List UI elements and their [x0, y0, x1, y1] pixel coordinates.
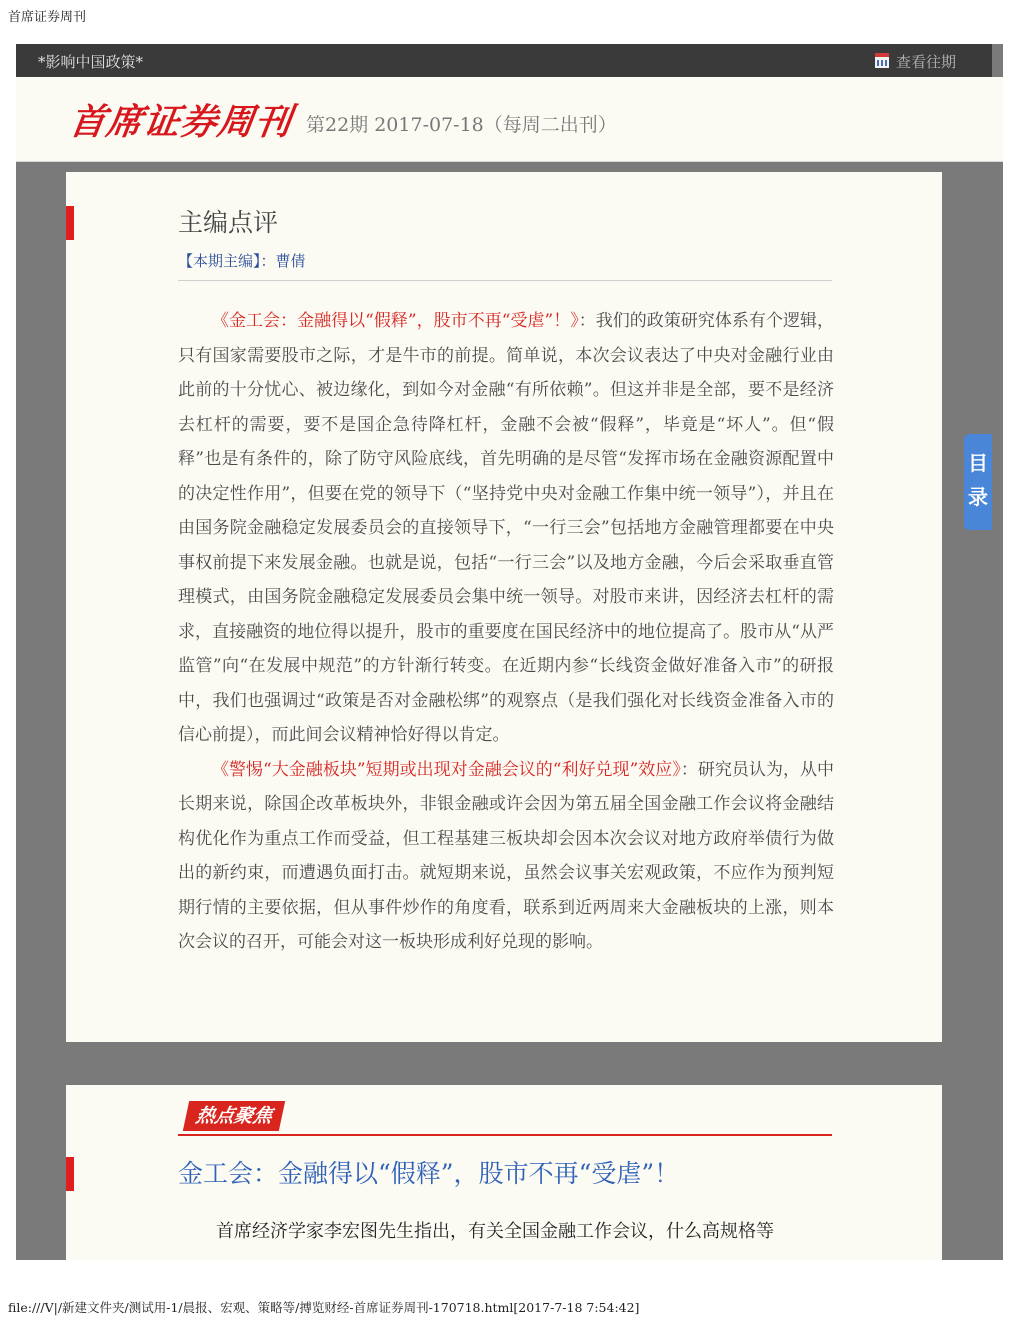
browser-page-title: 首席证券周刊 [8, 10, 87, 25]
paragraph-text: ：研究员认为，从中长期来说，除国企改革板块外，非银金融或许会因为第五届全国金融工作会议将金融结构优化作为重点工作而受益，但工程基建三板块却会因本次会议对地方政府举债行为做出的新约束，而遭遇负面打击。就短期来说，虽然会议事关宏观政策，不应作为预判短期行情的主要依据，但从事件炒作的角度看，联系到近两周来大金融板块的上涨，则本次会议的召开，可能会对这一板块形成利好兑现的影响。 [178, 759, 834, 952]
archive-link[interactable] [874, 51, 956, 72]
section-title: 主编点评 [178, 208, 279, 237]
hot-topics-badge: 热点聚焦 [183, 1101, 285, 1131]
paragraph-text: ：我们的政策研究体系有个逻辑，只有国家需要股市之际，才是牛市的前提。简单说，本次会议表达了中央对金融行业由此前的十分忧心、被边缘化，到如今对金融“有所依赖”。但这并非是全部，要不是经济去杠杆的需要，要不是国企急待降杠杆，金融不会被“假释”，毕竟是“坏人”。但“假释”也是有条件的，除了防守风险底线，首先明确的是尽管“发挥市场在金融资源配置中的决定性作用”，但要在党的领导下（“坚持党中央对金融工作集中统一领导”），并且在由国务院金融稳定发展委员会的直接领导下，“一行三会”包括地方金融管理都要在中央事权前提下来发展金融。也就是说，包括“一行三会”以及地方金融，今后会采取垂直管理模式，由国务院金融稳定发展委员会集中统一领导。对股市来讲，因经济去杠杆的需求，直接融资的地位得以提升，股市的重要度在国民经济中的地位提高了。股市从“从严监管”向“在发展中规范”的方针渐行转变。在近期内参“长线资金做好准备入市”的研报中，我们也强调过“政策是否对金融松绑”的观察点（是我们强化对长线资金准备入市的信心前提），而此间会议精神恰好得以肯定。 [178, 311, 835, 745]
top-bar [16, 44, 992, 77]
masthead [16, 77, 1003, 162]
divider [178, 280, 832, 281]
hot-topics-rule [178, 1134, 832, 1136]
article-link[interactable]: 《金工会：金融得以“假释”，股市不再“受虐”！》 [212, 311, 579, 331]
editor-name: 曹倩 [275, 252, 306, 270]
article-link[interactable]: 《警惕“大金融板块”短期或出现对金融会议的“利好兑现”效应》 [212, 759, 681, 780]
editor-line [178, 250, 306, 271]
slogan: *影响中国政策* [38, 53, 144, 71]
section-marker [66, 206, 74, 240]
archive-label[interactable]: 查看往期 [896, 53, 957, 71]
issue-info: 第22期 2017-07-18（每周二出刊） [306, 114, 617, 136]
editor-comment-body [178, 304, 834, 960]
article-lead: 首席经济学家李宏图先生指出，有关全国金融工作会议，什么高规格等 [216, 1221, 774, 1242]
toc-char-2: 录 [968, 485, 988, 509]
article-title[interactable]: 金工会：金融得以“假释”，股市不再“受虐”！ [178, 1159, 680, 1188]
browser-footer-url: file:///V|/新建文件夹/测试用-1/晨报、宏观、策略等/搏览财经-首席证券周刊-170718.html[2017-7-18 7:54:42] [8, 1300, 640, 1315]
table-of-contents-tab[interactable] [964, 434, 992, 530]
page-frame [16, 44, 1003, 1260]
comment-paragraph [178, 304, 834, 753]
toc-char-1: 目 [968, 451, 988, 475]
comment-paragraph [178, 753, 834, 960]
editor-comment-card [66, 172, 942, 1042]
logo: 首席证券周刊 [66, 102, 295, 143]
editor-label: 【本期主编】： [178, 252, 276, 270]
hot-topics-card [66, 1085, 942, 1260]
section-marker [66, 1157, 74, 1191]
